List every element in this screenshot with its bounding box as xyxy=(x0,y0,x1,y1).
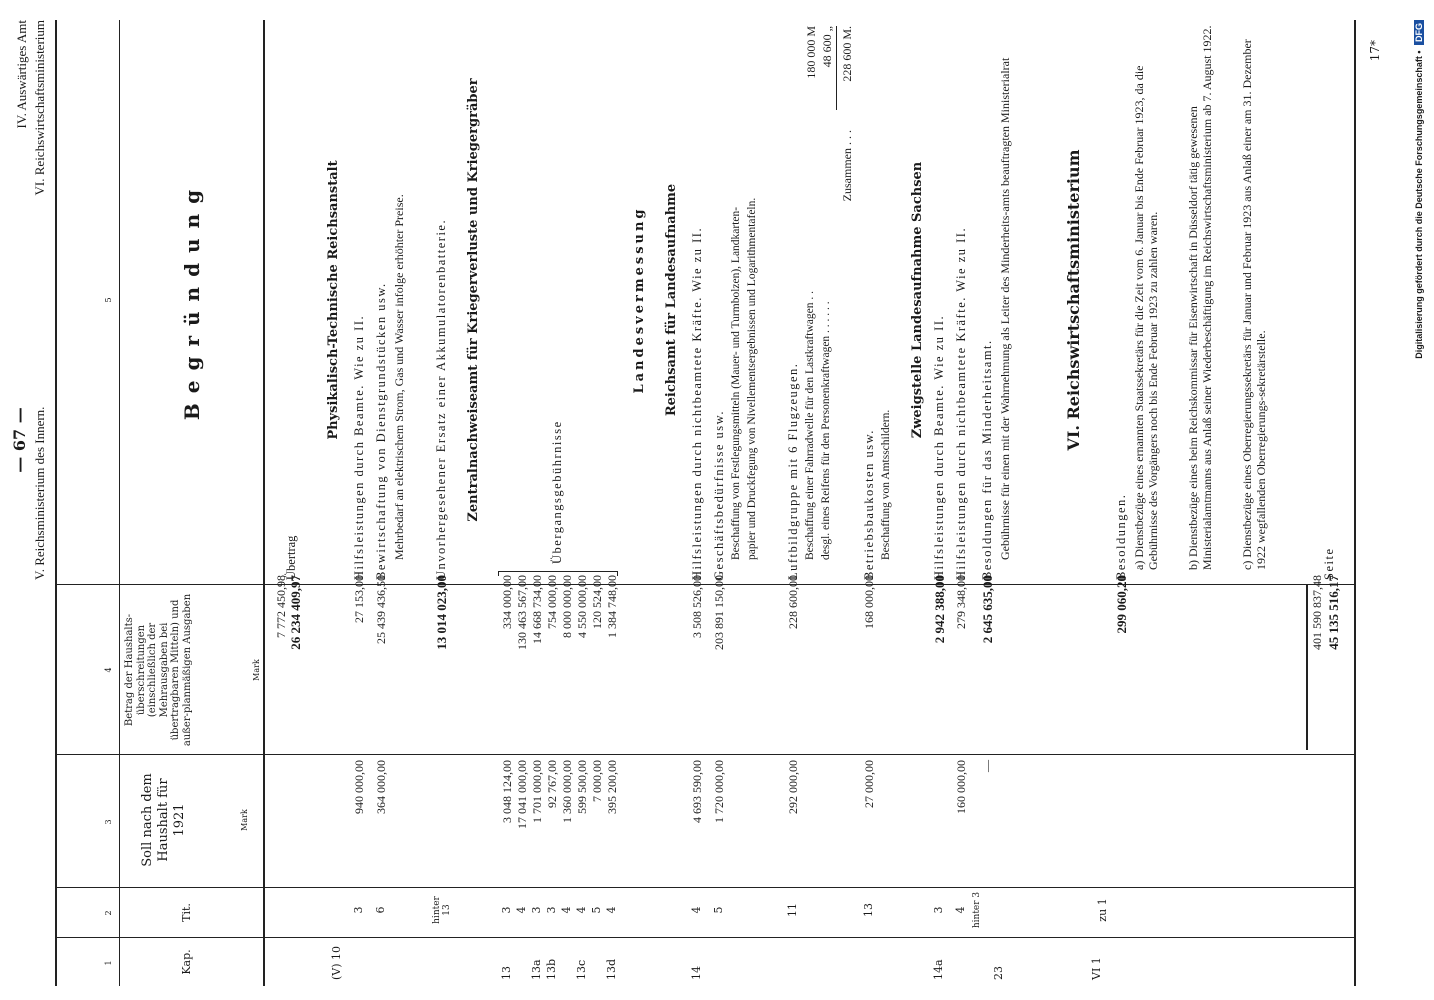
col-divider-2 xyxy=(55,887,1355,888)
soll-r9: 160 000,00 xyxy=(954,760,968,814)
total-rule xyxy=(1306,585,1308,750)
group13-betrag: 120 524,00 xyxy=(590,575,604,629)
text-r6: Luftbildgruppe mit 6 Flugzeugen. xyxy=(786,362,800,580)
note-r10: Gebührnisse für einen mit der Wahrnehmung als Leiter des Minderheits-amts beauftragten Ministerialrat xyxy=(998,57,1012,560)
group13-soll: 3 048 124,00 xyxy=(500,760,514,823)
group13-betrag: 754 000,00 xyxy=(545,575,559,629)
tit-r9: 4 xyxy=(954,906,967,914)
running-head-right-1: IV. Auswärtiges Amt xyxy=(14,20,29,129)
tit-r4: 4 xyxy=(690,906,703,914)
note-r5-1: Beschaffung von Festlegungsmitteln (Mauer- und Turmbolzen), Landkarten- xyxy=(730,206,742,560)
kap-14: 14 xyxy=(690,966,703,980)
text-r11: Besoldungen. xyxy=(1114,493,1128,580)
soll-r6: 292 000,00 xyxy=(786,760,800,814)
group-13-text: Übergangsgebührnisse xyxy=(550,420,564,564)
group13-kap: 13 xyxy=(500,966,513,980)
betrag-r3: 13 014 023,00 xyxy=(434,575,449,650)
heading-landesvermessung: Landesvermessung xyxy=(632,206,647,394)
sheet-mark: 17* xyxy=(1368,40,1382,62)
text-r4: Hilfsleistungen durch nichtbeamtete Kräfte. Wie zu II. xyxy=(690,226,704,580)
header-begruendung: Begründung xyxy=(180,179,204,421)
dfg-watermark-text: Digitalisierung gefördert durch die Deutsche Forschungsgemeinschaft • xyxy=(1414,50,1424,359)
tit-r5: 5 xyxy=(712,906,725,914)
heading-zentralnachweiseamt: Zentralnachweiseamt für Kriegerverluste und Kriegergräber xyxy=(466,78,481,522)
group13-betrag: 14 668 734,00 xyxy=(530,575,544,644)
text-r11-c: c) Dienstbezüge eines Oberregierungssekretärs für Januar und Februar 1923 aus Anlaß einer am 31. Dezember 1922 wegfallenden Oberregierungs-sekretärstelle. xyxy=(1240,39,1268,570)
dfg-logo: DFG xyxy=(1414,20,1424,45)
uebertrag-b: 26 234 409,97 xyxy=(288,575,303,650)
group13-kap: 13d xyxy=(605,958,618,980)
soll-r5: 1 720 000,00 xyxy=(712,760,726,823)
group13-betrag: 8 000 000,00 xyxy=(560,575,574,638)
running-head-left: V. Reichsministerium des Innern. xyxy=(32,406,47,580)
kap-v10: (V) 10 xyxy=(330,945,343,980)
betrag-r10: 2 645 635,00 xyxy=(980,575,995,644)
col-divider-3 xyxy=(55,754,1355,755)
text-r10: Besoldungen für das Minderheitsamt. xyxy=(980,339,994,580)
tit-r1: 3 xyxy=(352,906,365,914)
header-soll-unit: Mark xyxy=(240,809,249,831)
group13-betrag: 130 463 567,00 xyxy=(515,575,529,650)
group13-soll: 599 500,00 xyxy=(575,760,589,814)
heading-reichsamt: Reichsamt für Landesaufnahme xyxy=(664,183,679,417)
betrag-r6: 228 600,00 xyxy=(786,575,800,629)
total-a: 401 590 837,48 xyxy=(1310,575,1324,650)
col-number-3: 3 xyxy=(104,819,113,825)
group13-tit: 3 xyxy=(500,906,513,914)
tit-r8: 3 xyxy=(932,906,945,914)
betrag-r8: 2 942 388,00 xyxy=(932,575,947,644)
group13-soll: 92 767,00 xyxy=(545,760,559,808)
betrag-r4: 3 508 526,00 xyxy=(690,575,704,638)
kap-14a: 14a xyxy=(932,959,945,980)
note-r2: Mehrbedarf an elektrischem Strom, Gas und Wasser infolge erhöhter Preise. xyxy=(392,194,406,560)
text-r2: Bewirtschaftung von Dienstgrundstücken usw. xyxy=(374,282,388,580)
uebertrag-label: Übertrag xyxy=(284,535,298,580)
running-head-right-2: VI. Reichswirtschaftsministerium xyxy=(32,20,47,196)
header-kap: Kap. xyxy=(180,949,193,975)
kap-23: 23 xyxy=(992,966,1005,980)
text-r7: Betriebsbaukosten usw. xyxy=(862,429,876,580)
group13-soll: 395 200,00 xyxy=(605,760,619,814)
header-tit: Tit. xyxy=(180,903,193,922)
value-r6-1: 180 000 M xyxy=(804,26,818,79)
text-r9: Hilfsleistungen durch nichtbeamtete Kräfte. Wie zu II. xyxy=(954,226,968,580)
dfg-watermark xyxy=(1414,20,1424,700)
total-b: 45 135 516,17 xyxy=(1326,575,1341,650)
group13-betrag: 1 384 748,00 xyxy=(605,575,619,638)
heading-zweigstelle: Zweigstelle Landesaufnahme Sachsen xyxy=(910,161,925,439)
betrag-r1: 27 153,00 xyxy=(352,575,366,623)
column-number-rule xyxy=(119,20,120,986)
text-r11-a: a) Dienstbezüge eines ernannten Staatssekretärs für die Zeit vom 6. Januar bis Ende Februar 1923, da die Gebührnisse des Vorgängers noch bis Ende Februar 1923 zu zahlen waren. xyxy=(1132,65,1160,570)
col-number-1: 1 xyxy=(104,960,113,966)
uebertrag-a: 7 772 450,98 xyxy=(274,575,288,638)
text-r5: Geschäftsbedürfnisse usw. xyxy=(712,410,726,580)
betrag-r11: 299 060,20 xyxy=(1114,575,1129,634)
group13-betrag: 334 000,00 xyxy=(500,575,514,629)
table-top-rule xyxy=(55,20,57,986)
col-number-2: 2 xyxy=(104,910,113,916)
group13-tit: 4 xyxy=(605,906,618,914)
note-r5-2: papier und Druckfegung von Nivellementsergebnissen und Logarithmentafeln. xyxy=(746,197,758,560)
soll-r4: 4 693 590,00 xyxy=(690,760,704,823)
tit-r7: 13 xyxy=(862,903,875,917)
betrag-r7: 168 000,00 xyxy=(862,575,876,629)
group13-kap: 13c xyxy=(575,959,588,980)
col-divider-4 xyxy=(55,584,1355,585)
header-betrag-unit: Mark xyxy=(252,659,261,681)
soll-r10: — xyxy=(980,760,994,772)
line-r6-2: desgl. eines Reifens für den Personenkraftwagen . . . . . . xyxy=(820,301,832,560)
kap-vi1: VI 1 xyxy=(1090,957,1103,980)
group13-tit: 3 xyxy=(530,906,543,914)
tit-r10: hinter 3 xyxy=(972,891,982,929)
betrag-r9: 279 348,00 xyxy=(954,575,968,629)
betrag-r5: 203 891 150,00 xyxy=(712,575,726,650)
heading-physikalisch: Physikalisch-Technische Reichsanstalt xyxy=(326,160,341,440)
value-r6-2: 48 600 „ xyxy=(820,26,834,68)
header-betrag: Betrag der Haushalts-überschreitungen (einschließlich der Mehrausgaben bei übertragbaren Mitteln) und außer-planmäßigen Ausgaben xyxy=(124,593,193,747)
col-number-4: 4 xyxy=(104,667,113,673)
group13-tit: 4 xyxy=(515,906,528,914)
group13-kap: 13a xyxy=(530,959,543,980)
group13-tit: 4 xyxy=(560,906,573,914)
soll-r7: 27 000,00 xyxy=(862,760,876,808)
soll-r2: 364 000,00 xyxy=(374,760,388,814)
table-bottom-rule xyxy=(1354,20,1356,986)
betrag-r2: 25 439 436,50 xyxy=(374,575,388,644)
header-bottom-rule xyxy=(263,20,265,986)
sum-label-r6: Zusammen . . . xyxy=(840,130,854,202)
group13-betrag: 4 550 000,00 xyxy=(575,575,589,638)
group13-kap: 13b xyxy=(545,958,558,980)
col-divider-1 xyxy=(55,937,1355,938)
header-soll: Soll nach dem Haushalt für 1921 xyxy=(140,773,187,867)
tit-r6: 11 xyxy=(786,903,799,917)
group13-soll: 1 360 000,00 xyxy=(560,760,574,823)
tit-r3: hinter 13 xyxy=(432,896,452,924)
sum-rule-r6 xyxy=(836,26,837,110)
group13-soll: 17 041 000,00 xyxy=(515,760,529,829)
sum-value-r6: 228 600 M. xyxy=(840,26,854,82)
text-r1: Hilfsleistungen durch Beamte. Wie zu II. xyxy=(352,314,366,580)
page-number: — 67 — xyxy=(10,407,29,473)
group13-soll: 1 701 000,00 xyxy=(530,760,544,823)
text-r8: Hilfsleistungen durch Beamte. Wie zu II. xyxy=(932,314,946,580)
col-number-5: 5 xyxy=(104,297,113,303)
tit-r11: zu 1 xyxy=(1096,898,1109,922)
line-r6-1: Beschaffung einer Fahrradwelle für den Lastkraftwagen . . xyxy=(804,291,816,560)
text-r11-b: b) Dienstbezüge eines beim Reichskommissar für Eisenwirtschaft in Düsseldorf tätig gewesenen Ministerialamtmanns aus Anlaß seiner Wiederbeschäftigung im Reichswirtschaftsministerium ab 7. August 1922. xyxy=(1186,25,1214,570)
note-r7: Beschaffung von Amtsschildern. xyxy=(880,409,892,560)
group13-tit: 5 xyxy=(590,906,603,914)
group13-tit: 4 xyxy=(575,906,588,914)
total-label: Seite xyxy=(1322,547,1336,580)
text-r3: Unvorhergesehener Ersatz einer Akkumulatorenbatterie. xyxy=(434,218,448,580)
group13-tit: 3 xyxy=(545,906,558,914)
heading-reichswirtschaft: VI. Reichswirtschaftsministerium xyxy=(1064,149,1083,451)
soll-r1: 940 000,00 xyxy=(352,760,366,814)
tit-r2: 6 xyxy=(374,906,387,914)
group13-soll: 7 000,00 xyxy=(590,760,604,802)
